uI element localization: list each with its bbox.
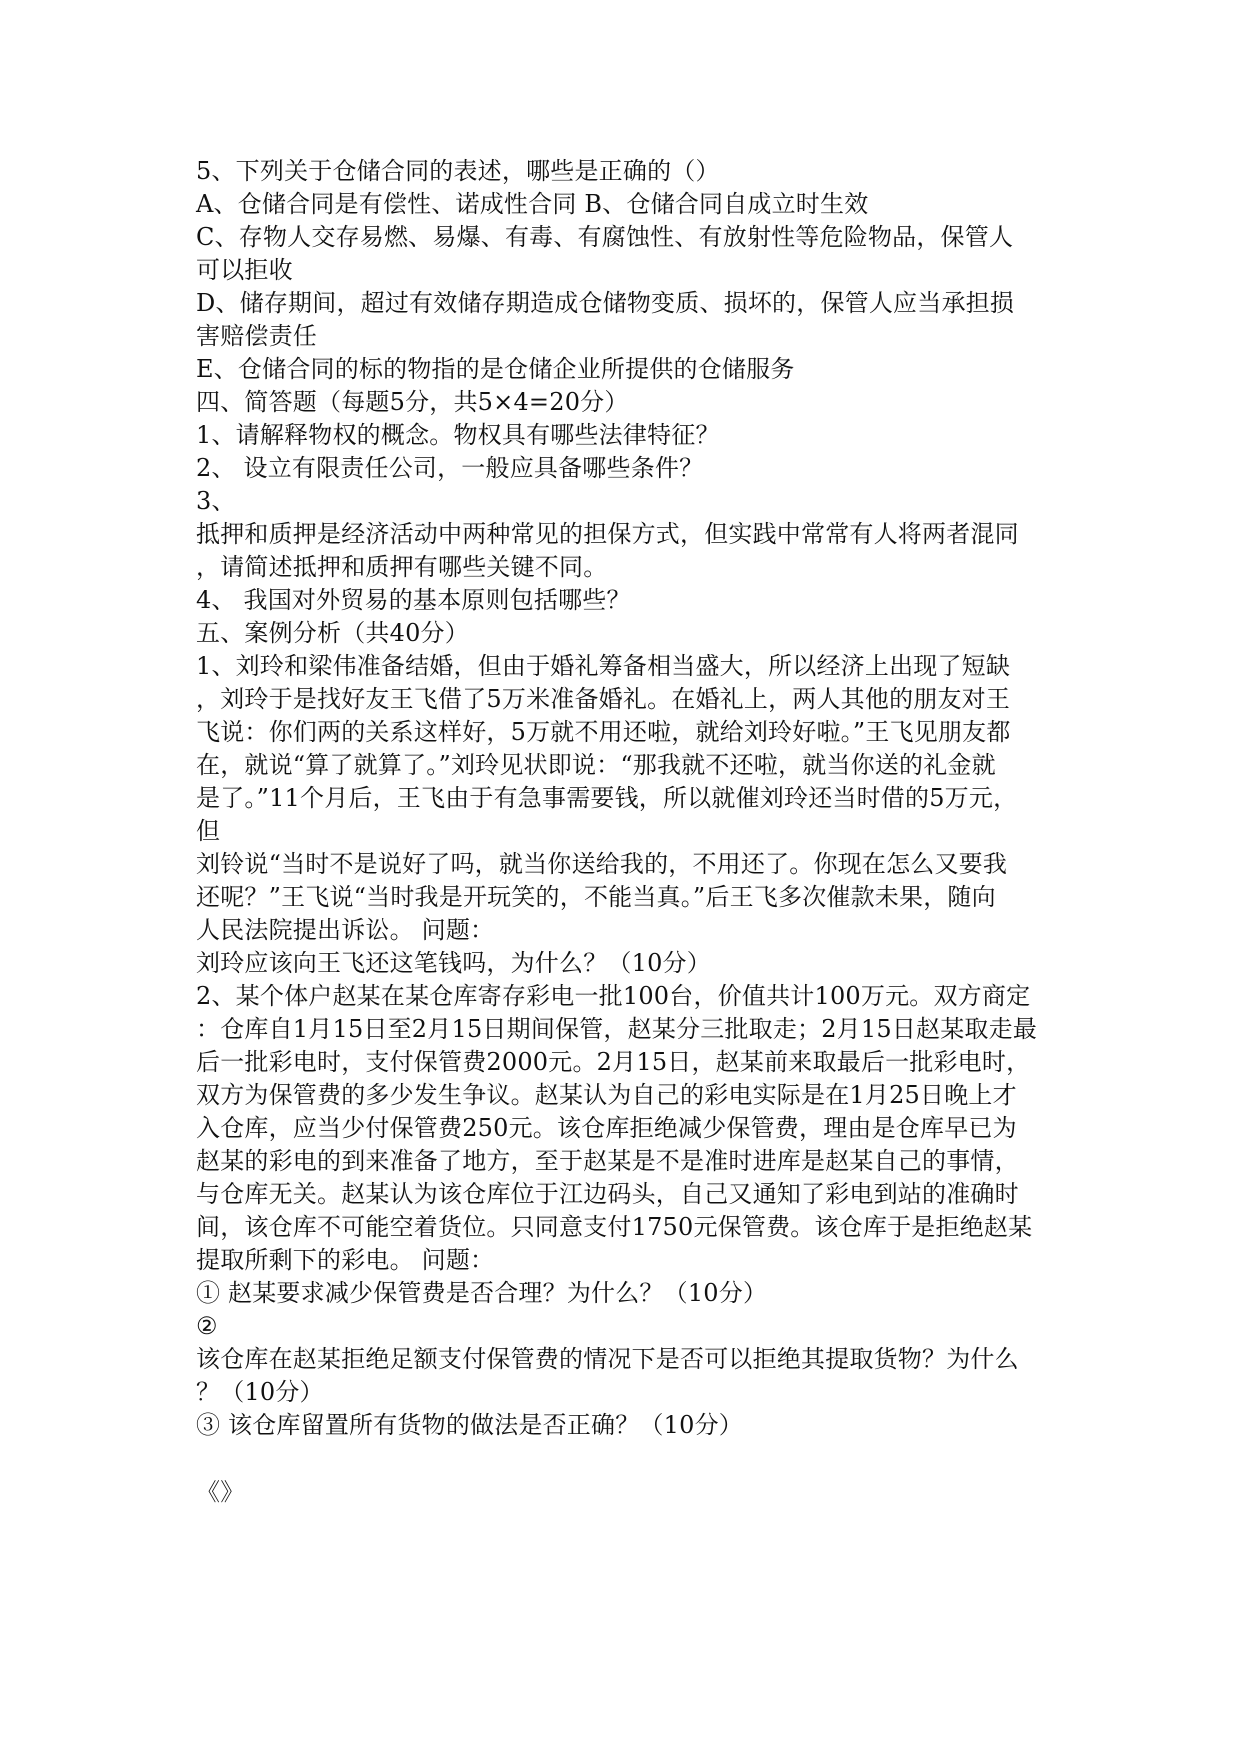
case-2-line: 入仓库，应当少付保管费250元。该仓库拒绝减少保管费，理由是仓库早已为 [196,1114,1017,1142]
case-2-question-2-cont: ？（10分） [196,1378,324,1406]
short-answer-3-number: 3、 [196,487,236,515]
case-1-line: 在，就说“算了就算了。”刘玲见状即说：“那我就不还啦，就当你送的礼金就 [196,751,996,779]
case-1-line: 但 [196,817,221,845]
option-e: E、仓储合同的标的物指的是仓储企业所提供的仓储服务 [196,355,795,383]
case-1-line: 1、刘玲和梁伟准备结婚，但由于婚礼筹备相当盛大，所以经济上出现了短缺 [196,652,1011,680]
short-answer-1: 1、请解释物权的概念。物权具有哪些法律特征？ [196,421,720,449]
section-4-heading: 四、简答题（每题5分，共5×4=20分） [196,388,629,416]
option-c-cont: 可以拒收 [196,256,293,284]
short-answer-4: 4、 我国对外贸易的基本原则包括哪些？ [196,586,631,614]
case-2-line: 与仓库无关。赵某认为该仓库位于江边码头，自己又通知了彩电到站的准确时 [196,1180,1019,1208]
case-1-line: 人民法院提出诉讼。 问题： [196,916,495,944]
case-2-question-2: 该仓库在赵某拒绝足额支付保管费的情况下是否可以拒绝其提取货物？为什么 [196,1345,1019,1373]
case-2-question-2-number: ② [196,1312,218,1340]
case-2-line: 双方为保管费的多少发生争议。赵某认为自己的彩电实际是在1月25日晚上才 [196,1081,1017,1109]
case-2-line: 提取所剩下的彩电。 问题： [196,1246,495,1274]
case-2-line: 赵某的彩电的到来准备了地方，至于赵某是不是准时进库是赵某自己的事情， [196,1147,1019,1175]
case-1-line: 飞说：你们两的关系这样好，5万就不用还啦，就给刘玲好啦。”王飞见朋友都 [196,718,1011,746]
case-1-line: 是了。”11个月后，王飞由于有急事需要钱，所以就催刘玲还当时借的5万元， [196,784,1018,812]
option-d: D、储存期间，超过有效储存期造成仓储物变质、损坏的，保管人应当承担损 [196,289,1015,317]
short-answer-3: 抵押和质押是经济活动中两种常见的担保方式，但实践中常常有人将两者混同 [196,520,1019,548]
case-2-line: ：仓库自1月15日至2月15日期间保管，赵某分三批取走；2月15日赵某取走最 [196,1015,1038,1043]
case-2-line: 间，该仓库不可能空着货位。只同意支付1750元保管费。该仓库于是拒绝赵某 [196,1213,1033,1241]
document-page [196,155,1056,1509]
case-1-line: 还呢？”王飞说“当时我是开玩笑的，不能当真。”后王飞多次催款未果，随向 [196,883,996,911]
case-2-line: 2、某个体户赵某在某仓库寄存彩电一批100台，价值共计100万元。双方商定 [196,982,1031,1010]
case-1-line: ，刘玲于是找好友王飞借了5万米准备婚礼。在婚礼上，两人其他的朋友对王 [196,685,1011,713]
option-d-cont: 害赔偿责任 [196,322,317,350]
case-2-question-1: ① 赵某要求减少保管费是否合理？为什么？（10分） [196,1279,768,1307]
option-a-b: A、仓储合同是有偿性、诺成性合同 B、仓储合同自成立时生效 [196,190,869,218]
case-2-question-3: ③ 该仓库留置所有货物的做法是否正确？（10分） [196,1411,743,1439]
short-answer-2: 2、 设立有限责任公司，一般应具备哪些条件？ [196,454,704,482]
case-2-line: 后一批彩电时，支付保管费2000元。2月15日，赵某前来取最后一批彩电时， [196,1048,1031,1076]
case-1-line: 刘铃说“当时不是说好了吗，就当你送给我的，不用还了。你现在怎么又要我 [196,850,1008,878]
blank-gap [196,1442,1056,1476]
option-c: C、存物人交存易燃、易爆、有毒、有腐蚀性、有放射性等危险物品，保管人 [196,223,1014,251]
section-5-heading: 五、案例分析（共40分） [196,619,469,647]
footer-brackets: 《》 [196,1478,245,1506]
short-answer-3-cont: ，请简述抵押和质押有哪些关键不同。 [196,553,608,581]
case-1-question: 刘玲应该向王飞还这笔钱吗，为什么？（10分） [196,949,711,977]
question-5: 5、下列关于仓储合同的表述，哪些是正确的（） [196,157,720,185]
